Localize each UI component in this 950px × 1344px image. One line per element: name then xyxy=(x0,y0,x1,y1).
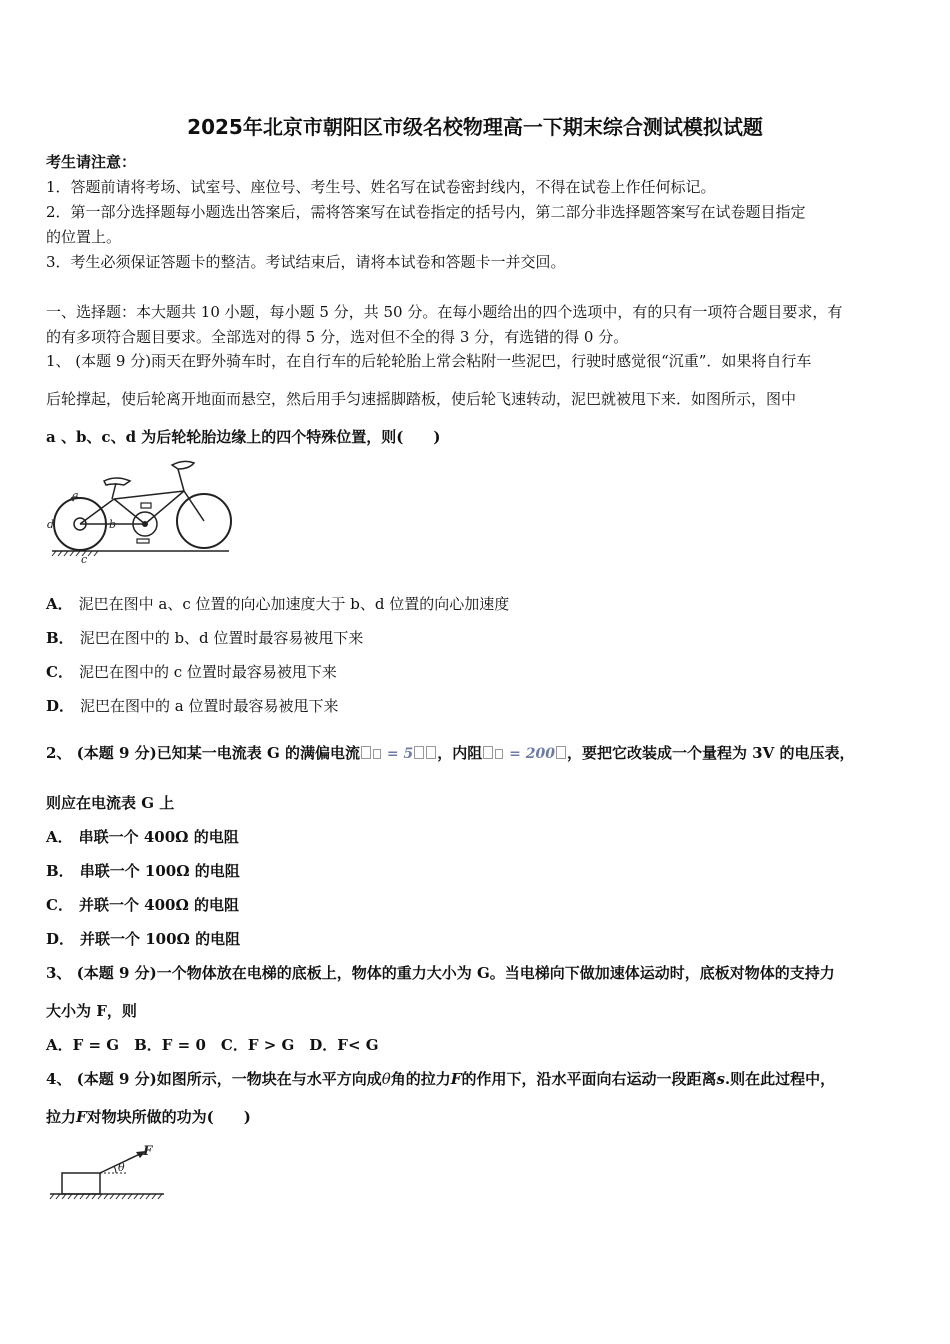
label-d: d xyxy=(47,518,55,531)
label-b: b xyxy=(109,518,117,531)
q1-text-line-3: a 、b、c、d 为后轮轮胎边缘上的四个特殊位置，则( ) xyxy=(46,428,441,446)
q3-options[interactable]: A．F = G B．F = 0 C．F > G D．F< G xyxy=(46,1036,379,1054)
q1-text-line-1: 1、 (本题 9 分)雨天在野外骑车时，在自行车的后轮轮胎上常会粘附一些泥巴，行驶时感觉很“沉重”．如果将自行车 xyxy=(46,352,812,370)
formula-rg: = 200 xyxy=(482,746,567,762)
formula-ig: = 5 xyxy=(360,746,437,762)
section-intro-line-2: 的有多项符合题目要求。全部选对的得 5 分，选对但不全的得 3 分，有选错的得 0 分。 xyxy=(46,328,629,346)
notice-item-2: 2．第一部分选择题每小题选出答案后，需将答案写在试卷指定的括号内，第二部分非选择题答案写在试卷题目指定 xyxy=(46,203,806,221)
section-intro-line-1: 一、选择题：本大题共 10 小题，每小题 5 分，共 50 分。在每小题给出的四个选项中，有的只有一项符合题目要求，有 xyxy=(46,303,843,321)
q1-text-line-2: 后轮撑起，使后轮离开地面而悬空，然后用手匀速摇脚踏板，使后轮飞速转动，泥巴就被甩下来．如图所示，图中 xyxy=(46,390,797,408)
bicycle-figure xyxy=(44,455,234,565)
q1-option-a[interactable]: A． 泥巴在图中 a、c 位置的向心加速度大于 b、d 位置的向心加速度 xyxy=(46,595,510,613)
q2-option-d[interactable]: D． 并联一个 100Ω 的电阻 xyxy=(46,930,241,948)
q3-text-line-1: 3、 (本题 9 分)一个物体放在电梯的底板上，物体的重力大小为 G。当电梯向下做加速体运动时，底板对物体的支持力 xyxy=(46,964,835,982)
notice-item-1: 1．答题前请将考场、试室号、座位号、考生号、姓名写在试卷密封线内，不得在试卷上作任何标记。 xyxy=(46,178,716,196)
notice-heading: 考生请注意： xyxy=(46,153,137,171)
force-label: F xyxy=(143,1144,153,1159)
block-force-figure xyxy=(46,1140,171,1205)
q1-option-b[interactable]: B． 泥巴在图中的 b、d 位置时最容易被甩下来 xyxy=(46,629,364,647)
q2-option-b[interactable]: B． 串联一个 100Ω 的电阻 xyxy=(46,862,240,880)
notice-item-3: 3．考生必须保证答题卡的整洁。考试结束后，请将本试卷和答题卡一并交回。 xyxy=(46,253,566,271)
angle-label: θ xyxy=(118,1161,125,1174)
label-c: c xyxy=(81,553,88,565)
label-a: a xyxy=(72,489,79,502)
q2-option-a[interactable]: A． 串联一个 400Ω 的电阻 xyxy=(46,828,239,846)
q4-text-line-1: 4、 (本题 9 分)如图所示，一物块在与水平方向成θ角的拉力F的作用下，沿水平面向右运动一段距离s.则在此过程中， xyxy=(46,1070,836,1088)
q3-text-line-2: 大小为 F，则 xyxy=(46,1002,137,1020)
q4-text-line-2: 拉力F对物块所做的功为( ) xyxy=(46,1108,251,1126)
q2-text-line-2: 则应在电流表 G 上 xyxy=(46,794,175,812)
page-title: 2025年北京市朝阳区市级名校物理高一下期末综合测试模拟试题 xyxy=(187,115,763,139)
q1-option-d[interactable]: D． 泥巴在图中的 a 位置时最容易被甩下来 xyxy=(46,697,339,715)
q2-option-c[interactable]: C． 并联一个 400Ω 的电阻 xyxy=(46,896,240,914)
q2-text-line-1: 2、 (本题 9 分)已知某一电流表 G 的满偏电流 = 5 ，内阻 = 200 ，要把它改装成一个量程为 3V 的电压表， xyxy=(46,744,855,762)
q1-option-c[interactable]: C． 泥巴在图中的 c 位置时最容易被甩下来 xyxy=(46,663,337,681)
notice-item-2-cont: 的位置上。 xyxy=(46,228,122,246)
